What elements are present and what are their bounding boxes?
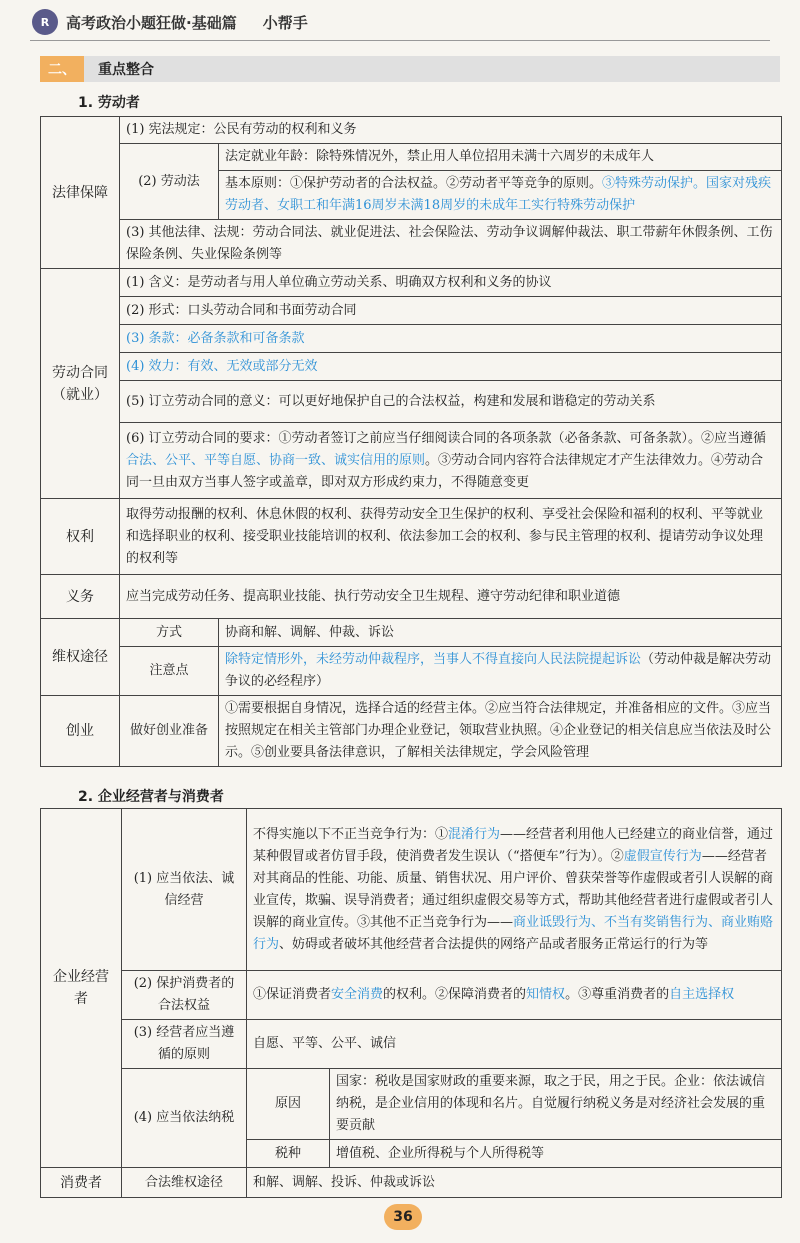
protection-label: 维权途径 [41,619,120,696]
law-protection-label: 法律保障 [41,117,120,269]
consumer-way-text: 和解、调解、投诉、仲裁或诉讼 [247,1168,782,1198]
tax-duty-label: (4) 应当依法纳税 [122,1069,247,1168]
labor-table [40,116,782,767]
reason-label: 原因 [247,1069,330,1140]
rights-text: 取得劳动报酬的权利、休息休假的权利、获得劳动安全卫生保护的权利、享受社会保险和福利的权利、平等就业和选择职业的权利、接受职业技能培训的权利、依法参加工会的权利、参与民主管理的权利、提请劳动争议处理的权利等 [120,499,782,575]
book-title: 高考政治小题狂做·基础篇 [66,13,237,32]
contract-meaning: (1) 含义：是劳动者与用人单位确立劳动关系、明确双方权利和义务的协议 [120,269,782,297]
special-protection-text: ③特殊劳动保护。国家对残疾劳动者、女职工和年满16周岁未满18周岁的未成年工实行特殊劳动保护 [225,176,772,213]
subheading-business: 2. 企业经营者与消费者 [78,789,224,805]
principles-label: (3) 经营者应当遵循的原则 [122,1020,247,1069]
way-label: 方式 [120,619,219,647]
book-logo-icon: R [32,9,58,35]
tax-type-label: 税种 [247,1140,330,1168]
contract-significance: (5) 订立劳动合同的意义：可以更好地保护自己的合法权益，构建和发展和谐稳定的劳动关系 [120,381,782,423]
book-subtitle: 小帮手 [262,13,308,32]
header-divider [30,40,770,41]
rights-label: 权利 [41,499,120,575]
duties-label: 义务 [41,575,120,619]
consumer-label: 消费者 [41,1168,122,1198]
legal-operation-text: 不得实施以下不正当竞争行为：①混淆行为——经营者利用他人已经建立的商业信誉，通过某种假冒或者仿冒手段，使消费者发生误认（“搭便车”行为）。②虚假宣传行为——经营者对其商品的性能、功能、质量、销售状况、用户评价、曾获荣誉等作虚假或者引人误解的商业宣传，欺骗、误导消费者；通过组织虚假交易等方式，帮助其他经营者进行虚假或者引人误解的商业宣传。③其他不正当竞争行为——商业诋毁行为、不当有奖销售行为、商业贿赂行为、妨碍或者破坏其他经营者合法提供的网络产品或者服务正常运行的行为等 [247,809,782,971]
section-bar [40,56,780,82]
reason-text: 国家：税收是国家财政的重要来源，取之于民，用之于民。企业：依法诚信纳税，是企业信用的体现和名片。自觉履行纳税义务是对经济社会发展的重要贡献 [330,1069,782,1140]
business-table [40,808,782,1198]
labor-law-principles: 基本原则：①保护劳动者的合法权益。②劳动者平等竞争的原则。③特殊劳动保护。国家对残疾劳动者、女职工和年满16周岁未满18周岁的未成年工实行特殊劳动保护 [219,171,782,220]
startup-text: ①需要根据自身情况，选择合适的经营主体。②应当符合法律规定，并准备相应的文件。③应当按照规定在相关主管部门办理企业登记，领取营业执照。④企业登记的相关信息应当依法及时公示。⑤创业要具备法律意识，了解相关法律规定，学会风险管理 [219,696,782,767]
law-constitution: (1) 宪法规定：公民有劳动的权利和义务 [120,117,782,144]
contract-principles-text: 合法、公平、平等自愿、协商一致、诚实信用的原则 [126,452,426,468]
legal-operation-label: (1) 应当依法、诚信经营 [122,809,247,971]
business-label: 企业经营者 [41,809,122,1168]
startup-prep-label: 做好创业准备 [120,696,219,767]
note-label: 注意点 [120,647,219,696]
contract-terms: (3) 条款：必备条款和可备条款 [120,325,782,353]
page-number: 36 [384,1204,422,1230]
principles-text: 自愿、平等、公平、诚信 [247,1020,782,1069]
way-text: 协商和解、调解、仲裁、诉讼 [219,619,782,647]
labor-law-age: 法定就业年龄：除特殊情况外，禁止用人单位招用未满十六周岁的未成年人 [219,144,782,171]
other-laws: (3) 其他法律、法规：劳动合同法、就业促进法、社会保险法、劳动争议调解仲裁法、职工带薪年休假条例、工伤保险条例、失业保险条例等 [120,220,782,269]
contract-form: (2) 形式：口头劳动合同和书面劳动合同 [120,297,782,325]
note-key-text: 除特定情形外，未经劳动仲裁程序，当事人不得直接向人民法院提起诉讼 [225,652,642,667]
consumer-way-label: 合法维权途径 [122,1168,247,1198]
subheading-labor: 1. 劳动者 [78,95,140,111]
labor-law-label: (2) 劳动法 [120,144,219,220]
tax-type-text: 增值税、企业所得税与个人所得税等 [330,1140,782,1168]
note-text: 除特定情形外，未经劳动仲裁程序，当事人不得直接向人民法院提起诉讼（劳动仲裁是解决劳动争议的必经程序） [219,647,782,696]
duties-text: 应当完成劳动任务、提高职业技能、执行劳动安全卫生规程、遵守劳动纪律和职业道德 [120,575,782,619]
consumer-rights-text: ①保证消费者安全消费的权利。②保障消费者的知情权。③尊重消费者的自主选择权 [247,971,782,1020]
page-header [32,8,308,36]
consumer-rights-label: (2) 保护消费者的合法权益 [122,971,247,1020]
contract-validity: (4) 效力：有效、无效或部分无效 [120,353,782,381]
contract-label: 劳动合同（就业） [41,269,120,499]
section-number: 二、 [40,56,84,82]
section-title: 重点整合 [98,62,154,78]
contract-requirements: (6) 订立劳动合同的要求：①劳动者签订之前应当仔细阅读合同的各项条款（必备条款、可备条款）。②应当遵循合法、公平、平等自愿、协商一致、诚实信用的原则。③劳动合同内容符合法律规定才产生法律效力。④劳动合同一旦由双方当事人签字或盖章，即对双方形成约束力，不得随意变更 [120,423,782,499]
startup-label: 创业 [41,696,120,767]
